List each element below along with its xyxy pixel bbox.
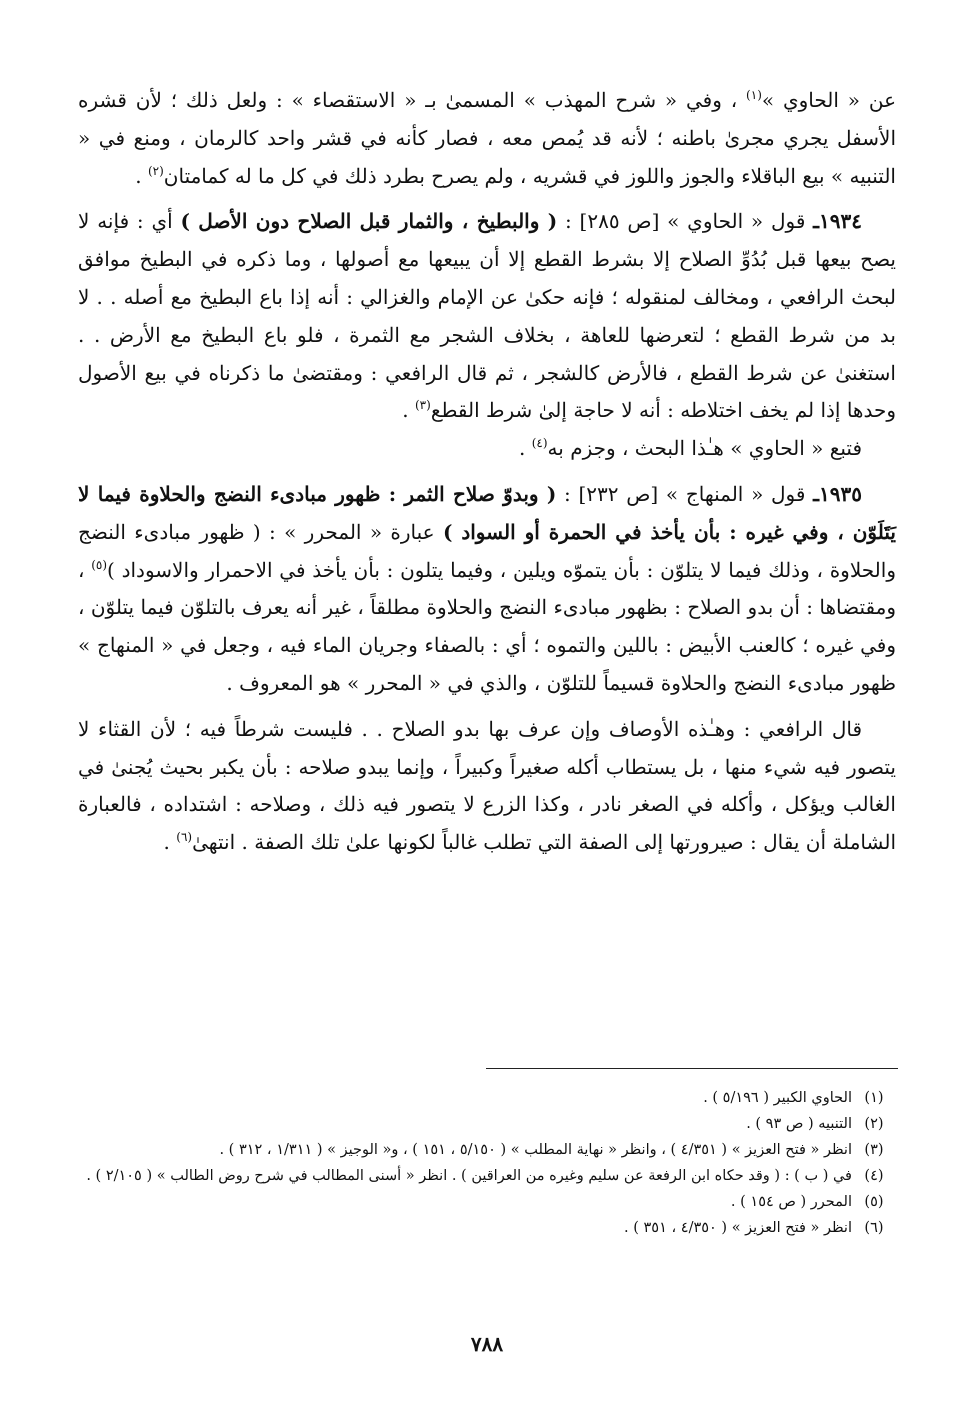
footnote-text: التنبيه ( ص ٩٣ ) . (746, 1116, 852, 1132)
footnote-divider (486, 1068, 898, 1069)
entry-number: ١٩٣٥ـ (813, 481, 862, 506)
footnote-2 (78, 1112, 896, 1137)
paragraph-entry-1935 (78, 476, 896, 703)
text-run: قال الرافعي : وهـٰذه الأوصاف وإن عرف بها بدو الصلاح . . فليست شرطاً فيه ؛ لأن القثاء لا يتصور فيه شيء منها ، بل يستطاب أكله صغيراً وكبيراً ، وإنما يبدو صلاحه : بأن يكبر بحيث يُجنىٰ في الغالب ويؤكل ، وأكله في الصغر نادر ، وكذا الزرع لا يتصور فيه ذلك ، وصلاحه : اشتداده ، فالعبارة الشاملة أن يقال : صيرورتها إلى الصفة التي تطلب غالباً لكونها علىٰ تلك الصفة . انتهىٰ (78, 716, 896, 855)
footnote-mark: (١) (864, 1090, 884, 1106)
footnote-mark: (٥) (864, 1194, 884, 1210)
text-run: قول « الحاوي » [ص ٢٨٥] : (557, 209, 814, 234)
text-run: . (163, 830, 177, 855)
text-run: ، وفي « شرح المهذب » المسمىٰ بـ « الاستقصاء » : ولعل ذلك ؛ لأن قشره الأسفل يجري مجرىٰ باطنه ؛ لأنه قد يُمص معه ، فصار كأنه في قشر واحد كالرمان ، ومنع في « التنبيه » بيع الباقلاء والجوز واللوز في قشريه ، ولم يصرح بطرد ذلك في كل ما له كمامتان (78, 88, 896, 188)
footnote-4 (78, 1164, 896, 1189)
paragraph-5 (78, 711, 896, 862)
text-run: . (519, 436, 532, 461)
paragraph-3 (78, 430, 896, 468)
text-run: فتبع « الحاوي » هـٰذا البحث ، وجزم به (547, 436, 862, 461)
paragraph-1 (78, 82, 896, 195)
footnote-ref: (٤) (531, 436, 548, 451)
text-run: أي : فإنه لا يصح بيعها قبل بُدُوِّ الصلاح إلا بشرط القطع إلا أن يبيعها مع أصولها ، وما ذكره في البطيخ موافق لبحث الرافعي ، ومخالف لمنقوله ؛ فإنه حكىٰ عن الإمام والغزالي : أنه إذا باع البطيخ مع أصله . . لا بد من شرط القطع ؛ لتعرضها للعاهة ، بخلاف الشجر مع الثمرة ، فلو باع البطيخ مع الأرض . . استغنىٰ عن شرط القطع ، فالأرض كالشجر ، ثم قال الرافعي : ومقتضىٰ ما ذكرناه في بيع الأصول وحدها إذا لم يخف اختلاطه : أنه لا حاجة إلىٰ شرط القطع (78, 209, 897, 423)
main-text (78, 82, 896, 862)
footnote-ref: (٣) (414, 398, 431, 413)
text-run: . (135, 163, 148, 188)
footnote-mark: (٢) (864, 1116, 884, 1132)
page-number: ٧٨٨ (470, 1332, 504, 1356)
footnote-text: في ( ب ) : ( وقد حكاه ابن الرفعة عن سليم وغيره من العراقين ) . انظر « أسنى المطالب في شرح روض الطالب » ( ٢/١٠٥ ) . (86, 1168, 852, 1184)
text-run: عن « الحاوي » (761, 88, 897, 112)
footnote-ref: (٥) (91, 557, 108, 572)
text-run: . (402, 398, 415, 423)
paragraph-entry-1934 (78, 203, 896, 430)
footnote-1 (78, 1086, 896, 1111)
footnote-text: الحاوي الكبير ( ٥/١٩٦ ) . (703, 1090, 852, 1106)
quoted-matn: ( والبطيخ ، والثمار قبل الصلاح دون الأصل ) (180, 209, 558, 234)
footnote-mark: (٣) (864, 1142, 884, 1158)
footnotes (78, 1086, 896, 1242)
footnote-ref: (٢) (147, 163, 164, 178)
footnote-ref: (١) (746, 88, 762, 102)
text-run: ، ومقتضاها : أن بدو الصلاح : بظهور مبادىء النضج والحلاوة مطلقاً ، غير أنه يعرف بالتلوّن فيما يتلوّن ، وفي غيره ؛ كالعنب الأبيض : باللين والتموه ؛ أي : بالصفاء وجريان الماء فيه ، وجعل في « المنهاج » ظهور مبادىء النضج والحلاوة قسيماً للتلوّن ، والذي في « المحرر » هو المعروف . (78, 557, 896, 695)
footnote-text: انظر « فتح العزيز » ( ٤/٣٥١ ) ، وانظر « نهاية المطلب » ( ٥/١٥٠ ، ١٥١ ) ، و« الوجيز » ( ١/٣١١ ، ٣١٢ ) . (219, 1142, 852, 1158)
footnote-mark: (٦) (864, 1220, 884, 1236)
text-run: قول « المنهاج » [ص ٢٣٢] : (556, 481, 814, 506)
footnote-ref: (٦) (176, 830, 193, 845)
footnote-6 (78, 1216, 896, 1241)
footnote-text: المحرر ( ص ١٥٤ ) . (730, 1194, 852, 1210)
footnote-mark: (٤) (864, 1168, 884, 1184)
footnote-3 (78, 1138, 896, 1163)
footnote-text: انظر « فتح العزيز » ( ٤/٣٥٠ ، ٣٥١ ) . (624, 1220, 852, 1236)
entry-number: ١٩٣٤ـ (813, 209, 862, 234)
footnote-5 (78, 1190, 896, 1215)
text-run: عبارة « المحرر » : ( ظهور مبادىء النضج والحلاوة ، وذلك فيما لا يتلوّن : بأن يتموّه ويلين ، وفيما يتلون : بأن يأخذ في الاحمرار والاسوداد ) (78, 519, 896, 582)
quoted-matn: ( وبدوّ صلاح الثمر : ظهور مبادىء النضج والحلاوة فيما لا يَتَلَوّن ، وفي غيره : بأن يأخذ في الحمرة أو السواد ) (78, 481, 896, 544)
